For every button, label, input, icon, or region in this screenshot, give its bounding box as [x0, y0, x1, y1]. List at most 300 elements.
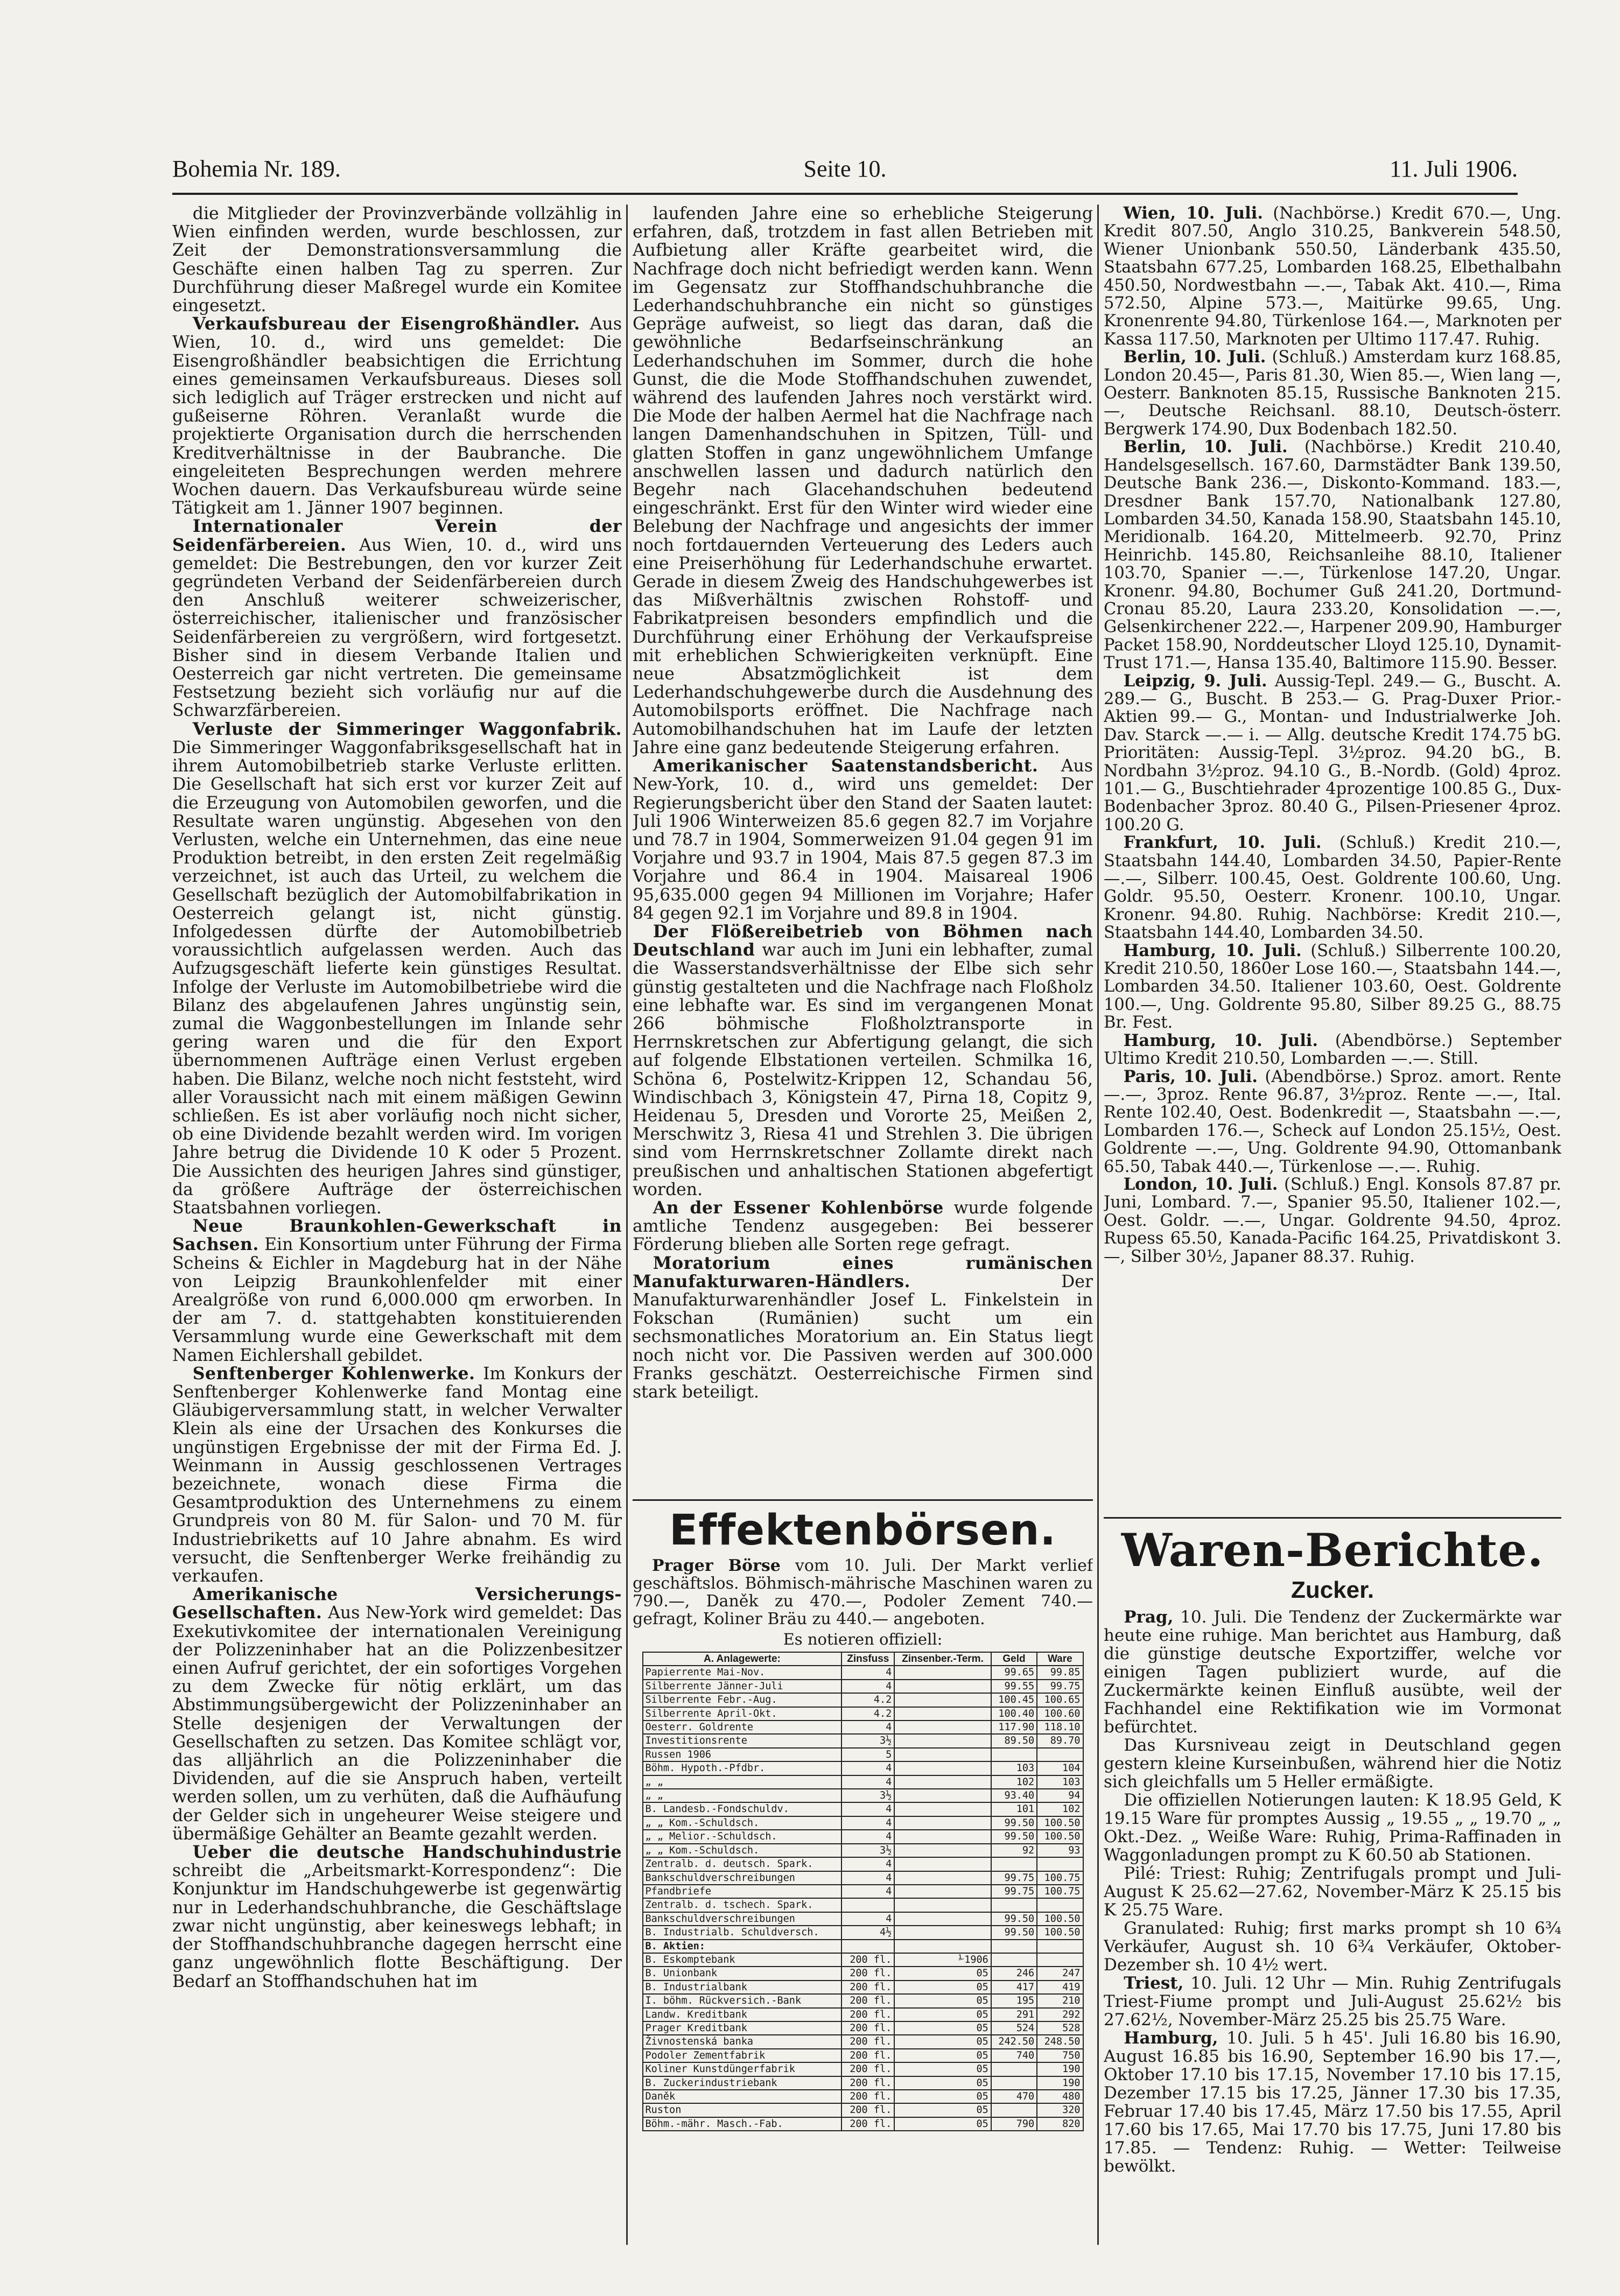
cell-t [894, 1775, 991, 1789]
article-text: Aus New-York wird gemeldet: Das Exekutivkomitee der internationalen Vereinigung der Polizzeninhaber hat an die Polizzenbesitzer einen Aufruf gerichtet, der ein sofortiges Vorgehen zu dem Zwecke für nötig erklärt, um das Abstimmungsübergewicht der Polizzeninhaber an Stelle desjenigen der Verwaltungen der Gesellschaften zu setzen. Das Komitee schlägt vor, das alljährlich an die Polizzeninhaber die Dividenden, auf die sie Anspruch haben, verteilt werden sollen, um zu verhüten, daß die Aufhäufung der Gelder sich in ungeheurer Weise steigere und übermäßige Gehälter an Beamte gezahlt werden. [172, 1603, 622, 1844]
cell-ware: 528 [1037, 2021, 1083, 2035]
article-heading: Berlin, 10. Juli. [1123, 437, 1288, 457]
table-row [643, 2090, 1083, 2103]
cell-z: 4 [841, 1721, 894, 1734]
cell-geld: 99.55 [991, 1680, 1037, 1693]
cell-t: 05 [894, 2021, 991, 2035]
article-paragraph [1104, 1736, 1561, 1791]
table-row [643, 1802, 1083, 1816]
article-text: 10. Juli. Die Tendenz der Zuckermärkte war heute eine ruhige. Man berichtet aus Hamburg, daß die günstige deutsche Exportziffer, welche vor einigen Tagen publiziert wurde, auf die Zuckermärkte keinen Einfluß ausübte, weil der Fachhandel eine Rektifikation wie im Vormonat befürchtet. [1104, 1607, 1561, 1737]
cell-name: Silberrente Febr.-Aug. [643, 1693, 842, 1707]
table-row [643, 1748, 1083, 1761]
article-paragraph [633, 1254, 1093, 1402]
cell-z: 5 [841, 1748, 894, 1761]
cell-z: 200 fl. [841, 2090, 894, 2103]
article-text: (Schluß.) Amsterdam kurz 168.85, London 20.45—, Paris 81.30, Wien 85.—, Wien lang —, Oesterr. Banknoten 85.15, Russische Banknoten 215.—, Deutsche Reichsanl. 88.10, Deutsch-österr. Bergwerk 174.90, Dux Bodenbach 182.50. [1104, 348, 1561, 439]
cell-ware [1037, 1748, 1083, 1761]
cell-name: B. Industrialbank [643, 1981, 842, 1994]
cell-z: 200 fl. [841, 2035, 894, 2048]
article-paragraph [1104, 2029, 1561, 2175]
article-heading: Amerikanischer Saatenstandsbericht. [653, 756, 1039, 776]
cell-ware: 103 [1037, 1775, 1083, 1789]
article-paragraph [1104, 1032, 1561, 1068]
cell-t [894, 1912, 991, 1926]
cell-ware [1037, 1940, 1083, 1953]
cell-name: Živnostenská banka [643, 2035, 842, 2048]
cell-geld: 790 [991, 2117, 1037, 2131]
cell-name: Böhm. Hypoth.-Pfdbr. [643, 1761, 842, 1775]
cell-geld: 740 [991, 2049, 1037, 2062]
cell-name: Papierrente Mai-Nov. [643, 1666, 842, 1679]
cell-geld: 93.40 [991, 1789, 1037, 1802]
cell-t [894, 1693, 991, 1707]
cell-z: 4 [841, 1816, 894, 1830]
article-text: Das Kursniveau zeigt in Deutschland gegen gestern kleine Kurseinbußen, während hier die Notiz sich gleichfalls um 5 Heller ermäßigte. [1104, 1736, 1561, 1792]
cell-name: Zentralb. d. tschech. Spark. [643, 1898, 842, 1912]
article-text: Der Manufakturwarenhändler Josef L. Finkelstein in Fokschan (Rumänien) sucht um ein sechsmonatliches Moratorium an. Ein Status liegt noch nicht vor. Die Passiven werden auf 300.000 Franks geschätzt. Oesterreichische Firmen sind stark beteiligt. [633, 1272, 1093, 1402]
cell-name: Bankschuldverschreibungen [643, 1871, 842, 1885]
table-row [643, 1775, 1083, 1789]
article-heading: Moratorium eines rumänischen Manufakturwaren-Händlers. [633, 1253, 1093, 1291]
section-title: Effektenbörsen. [669, 1506, 1057, 1555]
cell-ware: 94 [1037, 1789, 1083, 1802]
article-paragraph [1104, 672, 1561, 834]
cell-name: Silberrente Jänner-Juli [643, 1680, 842, 1693]
cell-name: Silberrente April-Okt. [643, 1707, 842, 1721]
article-heading: Triest, [1124, 1974, 1184, 1993]
cell-ware [1037, 1953, 1083, 1967]
cell-ware [1037, 1898, 1083, 1912]
effektenboersen-section [633, 1502, 1093, 2256]
cell-ware: 210 [1037, 1994, 1083, 2007]
article-heading: Wien, 10. Juli. [1123, 205, 1263, 223]
cell-geld: 99.75 [991, 1885, 1037, 1898]
stock-table [642, 1652, 1084, 2131]
cell-t: 05 [894, 2103, 991, 2117]
cell-t: 05 [894, 2090, 991, 2103]
prague-exchange-report [633, 1557, 1093, 1628]
cell-name: B. Unionbank [643, 1967, 842, 1980]
article-text: (Abendbörse.) September Ultimo Kredit 210.50, Lombarden —.—. Still. [1104, 1031, 1561, 1069]
cell-z: 4.2 [841, 1707, 894, 1721]
article-paragraph [1104, 348, 1561, 438]
cell-z: 200 fl. [841, 2008, 894, 2021]
article-paragraph [1104, 1864, 1561, 1919]
cell-name: „ „ [643, 1775, 842, 1789]
article-paragraph [1104, 1176, 1561, 1266]
cell-t [894, 1748, 991, 1761]
column-divider [1097, 205, 1099, 2245]
cell-name: Zentralb. d. deutsch. Spark. [643, 1857, 842, 1871]
cell-t: 05 [894, 1967, 991, 1980]
article-paragraph [633, 205, 1093, 757]
table-row [643, 1844, 1083, 1857]
cell-t [894, 1734, 991, 1747]
article-paragraph [1104, 1791, 1561, 1864]
table-row [643, 1816, 1083, 1830]
column-header: Ware [1037, 1652, 1083, 1666]
table-row [643, 2103, 1083, 2117]
cell-geld: 100.45 [991, 1693, 1037, 1707]
cell-geld [991, 1953, 1037, 1967]
cell-geld [991, 1898, 1037, 1912]
cell-name: B. Industrialb. Schuldversch. [643, 1926, 842, 1939]
cell-ware: 104 [1037, 1761, 1083, 1775]
cell-name: „ „ Kom.-Schuldsch. [643, 1844, 842, 1857]
article-text: die Mitglieder der Provinzverbände vollzählig in Wien einfinden werden, wurde beschlossen, zur Zeit der Demonstrationsversammlung die Geschäfte einen halben Tag zu sperren. Zur Durchführung dieser Maßregel wurde ein Komitee eingesetzt. [172, 205, 622, 316]
cell-name: Oesterr. Goldrente [643, 1721, 842, 1734]
cell-z: 200 fl. [841, 2021, 894, 2035]
cell-z: 200 fl. [841, 2062, 894, 2076]
cell-ware: 419 [1037, 1981, 1083, 1994]
article-paragraph [172, 1365, 622, 1585]
report-head: Prager Börse [652, 1556, 781, 1575]
table-row [643, 1857, 1083, 1871]
table-row [643, 1926, 1083, 1939]
cell-z: 4 [841, 1830, 894, 1843]
section-rule [633, 1499, 1093, 1501]
article-heading: Der Flößereibetrieb von Böhmen nach Deutschland [633, 921, 1093, 960]
table-row [643, 2117, 1083, 2131]
column-divider [626, 205, 628, 2245]
article-heading: Senftenberger Kohlenwerke. [192, 1363, 475, 1384]
article-heading: Neue Braunkohlen-Gewerkschaft in Sachsen. [172, 1216, 622, 1255]
article-heading: Hamburg, 10. Juli. [1123, 940, 1302, 960]
cell-name: Ruston [643, 2103, 842, 2117]
article-paragraph [1104, 1068, 1561, 1176]
table-row [643, 1871, 1083, 1885]
article-text: 10. Juli. 5 h 45'. Juli 16.80 bis 16.90, August 16.85 bis 16.90, September 16.90 bis 17.—, Oktober 17.10 bis 17.15, November 17.10 bis 17.15, Dezember 17.15 bis 17.25, Jänner 17.30 bis 17.35, Februar 17.40 bis 17.45, März 17.50 bis 17.55, April 17.60 bis 17.65, Mai 17.70 bis 17.75, Juni 17.80 bis 17.85. — Tendenz: Ruhig. — Wetter: Teilweise bewölkt. [1104, 2028, 1561, 2176]
article-paragraph [172, 1585, 622, 1843]
article-text: wurde folgende amtliche Tendenz ausgegeben: Bei besserer Förderung blieben alle Sorten rege gefragt. [633, 1198, 1093, 1255]
cell-geld: 103 [991, 1761, 1037, 1775]
cell-t [894, 1802, 991, 1816]
table-row [643, 1912, 1083, 1926]
cell-z: 4 [841, 1871, 894, 1885]
article-text: Aus Wien, 10. d., wird uns gemeldet: Die Eisengroßhändler beabsichtigen die Errichtung eines gemeinsamen Verkaufsbureaus. Dieses soll sich lediglich auf Träger erstrecken und nicht auf gußeiserne Röhren. Veranlaßt wurde die projektierte Organisation durch die herrschenden Kreditverhältnisse in der Baubranche. Die eingeleiteten Besprechungen werden mehrere Wochen dauern. Das Verkaufsbureau würde seine Tätigkeit am 1. Jänner 1907 beginnen. [172, 314, 622, 518]
article-paragraph [1104, 438, 1561, 672]
page-header [172, 155, 1518, 187]
article-heading: Hamburg, [1124, 2028, 1218, 2048]
cell-geld: 291 [991, 2008, 1037, 2021]
cell-t: 05 [894, 1981, 991, 1994]
report-text: vom 10. Juli. Der Markt verlief geschäftslos. Böhmisch-mährische Maschinen waren zu 790.—, Daněk zu 470.—, Podoler Zement 740.— gefragt, Koliner Bräu zu 440.— angeboten. [633, 1556, 1093, 1628]
cell-geld: 89.50 [991, 1734, 1037, 1747]
article-paragraph [1104, 834, 1561, 942]
article-text: Die Simmeringer Waggonfabriksgesellschaft hat in ihrem Automobilbetrieb starke Verluste erlitten. Die Gesellschaft hat sich erst vor kurzer Zeit auf die Erzeugung von Automobilen geworfen, und die Resultate waren ungünstig. Abgesehen von den Verlusten, welche ein Unternehmen, das eine neue Produktion betreibt, in den ersten Zeit regelmäßig verzeichnet, ist auch das Urteil, zu welchem die Gesellschaft bezüglich der Automobilfabrikation in Oesterreich gelangt ist, nicht günstig. Infolgedessen dürfte der Automobilbetrieb voraussichtlich aufgelassen werden. Auch das Aufzugsgeschäft lieferte kein günstiges Resultat. Infolge der Verluste im Automobilbetriebe wird die Bilanz des abgelaufenen Jahres ungünstig sein, zumal die Waggonbestellungen im Inlande sehr gering waren und die für den Export übernommenen Aufträge einen Verlust ergeben haben. Die Bilanz, welche noch nicht feststeht, wird aller Voraussicht nach mit einem mäßigen Gewinn schließen. Es ist aber vorläufig noch nicht sicher, ob eine Dividende bezahlt werden wird. Im vorigen Jahre betrug die Dividende 10 K oder 5 Prozent. Die Aussichten des heurigen Jahres sind günstiger, da größere Aufträge der österreichischen Staatsbahnen vorliegen. [172, 738, 622, 1218]
article-heading: Hamburg, 10. Juli. [1123, 1030, 1318, 1050]
cell-name: Koliner Kunstdüngerfabrik [643, 2062, 842, 2076]
column-header: Zinsenber.-Term. [894, 1652, 991, 1666]
cell-t [894, 1761, 991, 1775]
cell-name: „ „ [643, 1789, 842, 1802]
cell-name: „ „ Melior.-Schuldsch. [643, 1830, 842, 1843]
header-rule [172, 193, 1518, 195]
cell-name: Pfandbriefe [643, 1885, 842, 1898]
cell-t: 05 [894, 2117, 991, 2131]
cell-ware: 99.75 [1037, 1680, 1083, 1693]
article-text: (Nachbörse.) Kredit 670.—, Ung. Kredit 807.50, Anglo 310.25, Bankverein 548.50, Wiener Unionbank 550.50, Länderbank 435.50, Staatsbahn 677.25, Lombarden 168.25, Elbethalbahn 450.50, Nordwestbahn —.—, Tabak Akt. 410.—, Rima 572.50, Alpine 573.—, Maitürke 99.65, Ung. Kronenrente 94.80, Türkenlose 164.—, Marknoten per Kassa 117.50, Marknoten per Ultimo 117.47. Ruhig. [1104, 205, 1561, 349]
cell-t [894, 1940, 991, 1953]
section-rule [1104, 1517, 1561, 1519]
table-row [643, 2021, 1083, 2035]
cell-geld [991, 2062, 1037, 2076]
cell-geld [991, 2076, 1037, 2090]
cell-t: ⅟1906 [894, 1953, 991, 1967]
cell-geld: 100.40 [991, 1707, 1037, 1721]
cell-z: 4 [841, 1761, 894, 1775]
cell-t: 05 [894, 2049, 991, 2062]
table-row [643, 2076, 1083, 2090]
cell-ware: 480 [1037, 2090, 1083, 2103]
cell-name: Daněk [643, 2090, 842, 2103]
cell-geld: 92 [991, 1844, 1037, 1857]
article-paragraph [1104, 1974, 1561, 2029]
cell-geld: 242.50 [991, 2035, 1037, 2048]
cell-name: Landw. Kreditbank [643, 2008, 842, 2021]
article-text: laufenden Jahre eine so erhebliche Steigerung erfahren, daß, trotzdem in fast allen Betrieben mit Aufbietung aller Kräfte gearbeitet wird, die Nachfrage doch nicht befriedigt werden kann. Wenn im Gegensatz zur Stoffhandschuhbranche die Lederhandschuhbranche ein nicht so günstiges Gepräge aufweist, so liegt das daran, daß die gewöhnliche Bedarfseinschränkung an Lederhandschuhen im Sommer, durch die hohe Gunst, die die Mode Stoffhandschuhen zuwendet, während des laufenden Jahres noch verstärkt wird. Die Mode der halben Aermel hat die Nachfrage nach langen Damenhandschuhen in Spitzen, Tüll- und glatten Stoffen in ganz ungewöhnlichem Umfange anschwellen lassen und dadurch natürlich den Begehr nach Glacehandschuhen bedeutend eingeschränkt. Erst für den Winter wird wieder eine Belebung der Nachfrage und angesichts der immer noch fortdauernden Verteuerung des Leders auch eine Preiserhöhung für Lederhandschuhe erwartet. Gerade in diesem Zweig des Handschuhgewerbes ist das Mißverhältnis zwischen Rohstoff- und Fabrikatpreisen besonders empfindlich und die Durchführung einer Erhöhung der Verkaufspreise mit erheblichen Schwierigkeiten verknüpft. Eine neue Absatzmöglichkeit ist dem Lederhandschuhgewerbe durch die Ausdehnung des Automobilsports eröffnet. Die Nachfrage nach Automobilhandschuhen hat im Laufe der letzten Jahre eine ganz bedeutende Steigerung erfahren. [633, 205, 1093, 757]
article-heading: Paris, 10. Juli. [1123, 1066, 1258, 1086]
article-heading: Frankfurt, 10. Juli. [1123, 833, 1322, 853]
table-row [643, 2035, 1083, 2048]
cell-geld: 99.75 [991, 1871, 1037, 1885]
cell-geld: 417 [991, 1981, 1037, 1994]
cell-t [894, 1721, 991, 1734]
article-text: Aus Wien, 10. d., wird uns gemeldet: Die Bestrebungen, den vor kurzer Zeit gegründeten Verband der Seidenfärbereien durch den Anschluß weiterer schweizerischer, österreichischer, italienischer und französischer Seidenfärbereien zu vergrößern, wird fortgesetzt. Bisher sind in diesem Verbande Italien und Oesterreich gar nicht vertreten. Die gemeinsame Festsetzung bezieht sich vorläufig nur auf die Schwarzfärbereien. [172, 535, 622, 721]
article-paragraph [172, 205, 622, 315]
article-heading: Prag, [1124, 1607, 1174, 1627]
column-middle [633, 205, 1093, 1491]
cell-ware: 102 [1037, 1802, 1083, 1816]
cell-z: 200 fl. [841, 1967, 894, 1980]
article-text: schreibt die „Arbeitsmarkt-Korrespondenz“: Die Konjunktur im Handschuhgewerbe ist gegenwärtig nur in Lederhandschuhbranche, die Geschäftslage zwar nicht ungünstig, aber keineswegs lebhaft; in der Stoffhandschuhbranche dagegen herrscht eine ganz ungewöhnlich flotte Beschäftigung. Der Bedarf an Stoffhandschuhen hat im [172, 1861, 622, 1991]
cell-name: Podoler Zementfabrik [643, 2049, 842, 2062]
cell-z: 200 fl. [841, 1953, 894, 1967]
cell-ware: 89.70 [1037, 1734, 1083, 1747]
article-paragraph [633, 923, 1093, 1199]
article-paragraph [172, 315, 622, 517]
cell-geld: 195 [991, 1994, 1037, 2007]
sugar-report [1104, 1608, 1561, 2175]
cell-name: Russen 1906 [643, 1748, 842, 1761]
cell-t [894, 1707, 991, 1721]
cell-t [894, 1871, 991, 1885]
article-paragraph [172, 720, 622, 1217]
cell-geld [991, 2103, 1037, 2117]
cell-geld: 246 [991, 1967, 1037, 1980]
article-heading: Verkaufsbureau der Eisengroßhändler. [192, 314, 580, 334]
column-header: A. Anlagewerte: [643, 1652, 842, 1666]
table-body [643, 1666, 1083, 2131]
cell-geld: 102 [991, 1775, 1037, 1789]
article-text: (Abendbörse.) Sproz. amort. Rente —.—, 3proz. Rente 96.87, 3½proz. Rente —.—, Ital. Rente 102.40, Oest. Bodenkredit —, Staatsbahn —.—, Lombarden 176.—, Scheck auf London 25.15½, Oest. Goldrente —.—, Ung. Goldrente 94.90, Ottomanbank 65.50, Tabak 440.—, Türkenlose —.—. Ruhig. [1104, 1067, 1561, 1176]
article-text: Granulated: Ruhig; first marks prompt sh 10 6¾ Verkäufer, August sh. 10 6¾ Verkäufer, Oktober-Dezember sh. 10 4½ wert. [1104, 1919, 1561, 1975]
cell-geld: 470 [991, 2090, 1037, 2103]
cell-name: B. Aktien: [643, 1940, 842, 1953]
table-row [643, 1721, 1083, 1734]
article-text: war auch im Juni ein lebhafter, zumal die Wasserstandsverhältnisse der Elbe sich sehr günstig gestalteten und die Nachfrage nach Floßholz eine lebhafte war. Es sind im vergangenen Monat 266 böhmische Floßholztransporte in Herrnskretschen zur Abfertigung gelangt, die sich auf folgende Elbstationen verteilen. Schmilka 16, Schöna 6, Postelwitz-Krippen 12, Schandau 56, Windischbach 3, Königstein 47, Pirna 18, Copitz 9, Heidenau 5, Dresden und Vororte 25, Meißen 2, Merschwitz 3, Riesa 41 und Strehlen 3. Die übrigen sind vom Herrnskretschner Zollamte direkt nach preußischen und anhaltischen Stationen abgefertigt worden. [633, 940, 1093, 1199]
article-heading: Ueber die deutsche Handschuhindustrie [192, 1842, 622, 1863]
cell-name: Bankschuldverschreibungen [643, 1912, 842, 1926]
cell-t [894, 1816, 991, 1830]
cell-t [894, 1857, 991, 1871]
column-header: Geld [991, 1652, 1037, 1666]
cell-t [894, 1926, 991, 1939]
article-text: 10. Juli. 12 Uhr — Min. Ruhig Zentrifugals Triest-Fiume prompt und Juli-August 25.62½ bis 27.62½, November-März 25.25 bis 25.75 Ware. [1104, 1974, 1561, 2030]
cell-t [894, 1885, 991, 1898]
column-left [172, 205, 622, 2234]
cell-name: B. Landesb.-Fondschuldv. [643, 1802, 842, 1816]
table-row [643, 1761, 1083, 1775]
cell-z: 4 [841, 1885, 894, 1898]
cell-geld: 524 [991, 2021, 1037, 2035]
cell-ware: 100.50 [1037, 1912, 1083, 1926]
cell-ware: 100.50 [1037, 1816, 1083, 1830]
table-row [643, 1789, 1083, 1802]
table-row [643, 1734, 1083, 1747]
article-paragraph [1104, 1919, 1561, 1974]
cell-z: 200 fl. [841, 2117, 894, 2131]
cell-ware: 93 [1037, 1844, 1083, 1857]
cell-t [894, 1680, 991, 1693]
cell-ware: 100.75 [1037, 1871, 1083, 1885]
cell-ware: 100.60 [1037, 1707, 1083, 1721]
table-row [643, 1693, 1083, 1707]
cell-ware: 99.85 [1037, 1666, 1083, 1679]
cell-ware: 190 [1037, 2076, 1083, 2090]
cell-geld [991, 1857, 1037, 1871]
table-row [643, 1885, 1083, 1898]
cell-name: Investitionsrente [643, 1734, 842, 1747]
article-text: (Schluß.) Engl. Konsols 87.87 pr. Juni, Lombard. 7.—, Spanier 95.50, Italiener 102.—, Oest. Goldr. —.—, Ungar. Goldrente 94.50, 4proz. Rupess 65.50, Kanada-Pacific 164.25, Privatdiskont 3.—, Silber 30½, Japaner 88.37. Ruhig. [1104, 1175, 1561, 1266]
table-row [643, 1981, 1083, 1994]
cell-name: B. Eskomptebank [643, 1953, 842, 1967]
official-quotes-label: Es notieren offiziell: [783, 1630, 943, 1648]
cell-geld [991, 1940, 1037, 1953]
cell-z: 200 fl. [841, 2049, 894, 2062]
cell-t: 05 [894, 2035, 991, 2048]
cell-z [841, 1898, 894, 1912]
cell-t [894, 1844, 991, 1857]
cell-z: 4 [841, 1775, 894, 1789]
cell-name: I. böhm. Rückversich.-Bank [643, 1994, 842, 2007]
cell-t [894, 1898, 991, 1912]
cell-z: 4 [841, 1912, 894, 1926]
cell-t: 05 [894, 2062, 991, 2076]
cell-z: 4 [841, 1666, 894, 1679]
article-heading: Internationaler Verein der Seidenfärbereien. [172, 516, 622, 555]
cell-ware: 190 [1037, 2062, 1083, 2076]
article-paragraph [1104, 1608, 1561, 1736]
cell-t [894, 1789, 991, 1802]
cell-geld: 99.50 [991, 1926, 1037, 1939]
cell-z: 4.2 [841, 1693, 894, 1707]
column-right [1104, 205, 1561, 1507]
cell-geld: 101 [991, 1802, 1037, 1816]
article-paragraph [633, 757, 1093, 923]
cell-geld: 99.50 [991, 1816, 1037, 1830]
article-heading: Leipzig, 9. Juli. [1123, 671, 1267, 691]
cell-ware: 320 [1037, 2103, 1083, 2117]
table-row [643, 1680, 1083, 1693]
cell-name: Prager Kreditbank [643, 2021, 842, 2035]
cell-ware: 247 [1037, 1967, 1083, 1980]
article-heading: London, 10. Juli. [1123, 1174, 1278, 1194]
cell-t [894, 1666, 991, 1679]
newspaper-issue: Bohemia Nr. 189. [172, 156, 341, 182]
table-row [643, 1830, 1083, 1843]
table-row [643, 1707, 1083, 1721]
article-heading: Amerikanische Versicherungs-Gesellschaften. [172, 1584, 622, 1623]
cell-z: 200 fl. [841, 1994, 894, 2007]
article-paragraph [172, 1217, 622, 1365]
table-row [643, 1666, 1083, 1679]
cell-name: „ „ Kom.-Schuldsch. [643, 1816, 842, 1830]
article-text: Aussig-Tepl. 249.— G., Buscht. A. 289.— G., Buscht. B 253.— G. Prag-Duxer Prior.-Aktien 99.— G., Montan- und Industrialwerke Joh. Dav. Starck —.— i. — Allg. deutsche Kredit 174.75 bG. Prioritäten: Aussig-Tepl. 3½proz. 94.20 bG., B. Nordbahn 3½proz. 94.10 G., B.-Nordb. (Gold) 4proz. 101.— G., Buschtiehrader 4prozentige 100.85 G., Dux-Bodenbacher 3proz. 80.40 G., Pilsen-Priesener 4proz. 100.20 G. [1104, 671, 1561, 834]
table-row [643, 2062, 1083, 2076]
cell-z: 3½ [841, 1844, 894, 1857]
table-row [643, 1953, 1083, 1967]
cell-geld [991, 1748, 1037, 1761]
cell-z: 3½ [841, 1789, 894, 1802]
cell-ware: 820 [1037, 2117, 1083, 2131]
cell-geld: 99.65 [991, 1666, 1037, 1679]
column-header: Zinsfuss [841, 1652, 894, 1666]
cell-ware: 100.50 [1037, 1926, 1083, 1939]
article-text: Im Konkurs der Senftenberger Kohlenwerke fand Montag eine Gläubigerversammlung statt, in welcher Verwalter Klein als eine der Ursachen des Konkurses die ungünstigen Ergebnisse der mit der Firma Ed. J. Weinmann in Aussig geschlossenen Vertrages bezeichnete, wonach diese Firma die Gesamtproduktion des Unternehmens zu einem Grundpreis von 80 M. für Salon- und 70 M. für Industriebriketts auf 10 Jahre abnahm. Es wird versucht, die Senftenberger Werke freihändig zu verkaufen. [172, 1364, 622, 1586]
cell-z: 4 [841, 1680, 894, 1693]
cell-ware: 100.65 [1037, 1693, 1083, 1707]
section-title: Waren-Berichte. [1121, 1523, 1544, 1577]
article-paragraph [172, 517, 622, 720]
table-header-row [643, 1652, 1083, 1666]
cell-z: 200 fl. [841, 2103, 894, 2117]
cell-name: B. Zuckerindustriebank [643, 2076, 842, 2090]
issue-date: 11. Juli 1906. [1390, 156, 1518, 182]
cell-z: 200 fl. [841, 1981, 894, 1994]
article-text: Ein Konsortium unter Führung der Firma Scheins & Eichler in Magdeburg hat in der Nähe von Leipzig Braunkohlenfelder mit einer Arealgröße von rund 6,000.000 qm erworben. In der am 7. d. stattgehabten konstituierenden Versammlung wurde eine Gewerkschaft mit dem Namen Eichlershall gebildet. [172, 1235, 622, 1365]
table-row [643, 2008, 1083, 2021]
article-text: (Nachbörse.) Kredit 210.40, Handelsgesellsch. 167.60, Darmstädter Bank 139.50, Deutsche Bank 236.—, Diskonto-Kommand. 183.—, Dresdner Bank 157.70, Nationalbank 127.80, Lombarden 34.50, Kanada 158.90, Staatsbahn 145.10, Meridionalb. 164.20, Mittelmeerb. 92.70, Prinz Heinrichb. 145.80, Reichsanleihe 88.10, Italiener 103.70, Spanier —.—, Türkenlose 147.20, Ungar. Kronenr. 94.80, Bochumer Guß 241.20, Dortmund-Cronau 85.20, Laura 233.20, Konsolidation —.—, Gelsenkirchener 222.—, Harpener 209.90, Hamburger Packet 158.90, Norddeutscher Lloyd 125.10, Dynamit-Trust 171.—, Hansa 135.40, Baltimore 115.90. Besser. [1104, 438, 1561, 673]
cell-ware: 100.50 [1037, 1830, 1083, 1843]
cell-ware: 750 [1037, 2049, 1083, 2062]
table-row [643, 1967, 1083, 1980]
table-row [643, 1994, 1083, 2007]
cell-t: 05 [894, 2076, 991, 2090]
cell-z: 200 fl. [841, 2076, 894, 2090]
cell-z: 4 [841, 1857, 894, 1871]
cell-ware [1037, 1857, 1083, 1871]
article-text: Die offiziellen Notierungen lauten: K 18.95 Geld, K 19.15 Ware für promptes Aussig „ 19.55 „ „ 19.70 „ „ Okt.-Dez. „ Weiße Ware: Ruhig, Prima-Raffinaden in Waggonladungen prompt zu K 60.50 ab Stationen. [1104, 1791, 1561, 1865]
cell-t: 05 [894, 1994, 991, 2007]
cell-ware: 292 [1037, 2008, 1083, 2021]
cell-geld: 117.90 [991, 1721, 1037, 1734]
cell-z [841, 1940, 894, 1953]
cell-geld: 99.50 [991, 1830, 1037, 1843]
cell-t [894, 1830, 991, 1843]
cell-z: 4 [841, 1802, 894, 1816]
article-heading: Berlin, 10. Juli. [1123, 347, 1266, 367]
article-text: (Schluß.) Silberrente 100.20, Kredit 210.50, 1860er Lose 160.—, Staatsbahn 144.—, Lombarden 34.50. Italiener 103.60, Oest. Goldrente 100.—, Ung. Goldrente 95.80, Silber 89.25 G., 88.75 Br. Fest. [1104, 941, 1561, 1033]
article-heading: An der Essener Kohlenbörse [653, 1197, 944, 1218]
cell-geld: 99.50 [991, 1912, 1037, 1926]
article-heading: Verluste der Simmeringer Waggonfabrik. [192, 719, 622, 739]
section-subtitle: Zucker. [1291, 1577, 1374, 1603]
article-paragraph [1104, 205, 1561, 348]
table-row [643, 1898, 1083, 1912]
article-text: (Schluß.) Kredit 210.—, Staatsbahn 144.40, Lombarden 34.50, Papier-Rente —.—, Silberr. 100.45, Oest. Goldrente 100.60, Ung. Goldr. 95.50, Oesterr. Kronenr. 100.10, Ungar. Kronenr. 94.80. Ruhig. Nachbörse: Kredit 210.—, Staatsbahn 144.40, Lombarden 34.50. [1104, 833, 1561, 943]
cell-ware: 118.10 [1037, 1721, 1083, 1734]
